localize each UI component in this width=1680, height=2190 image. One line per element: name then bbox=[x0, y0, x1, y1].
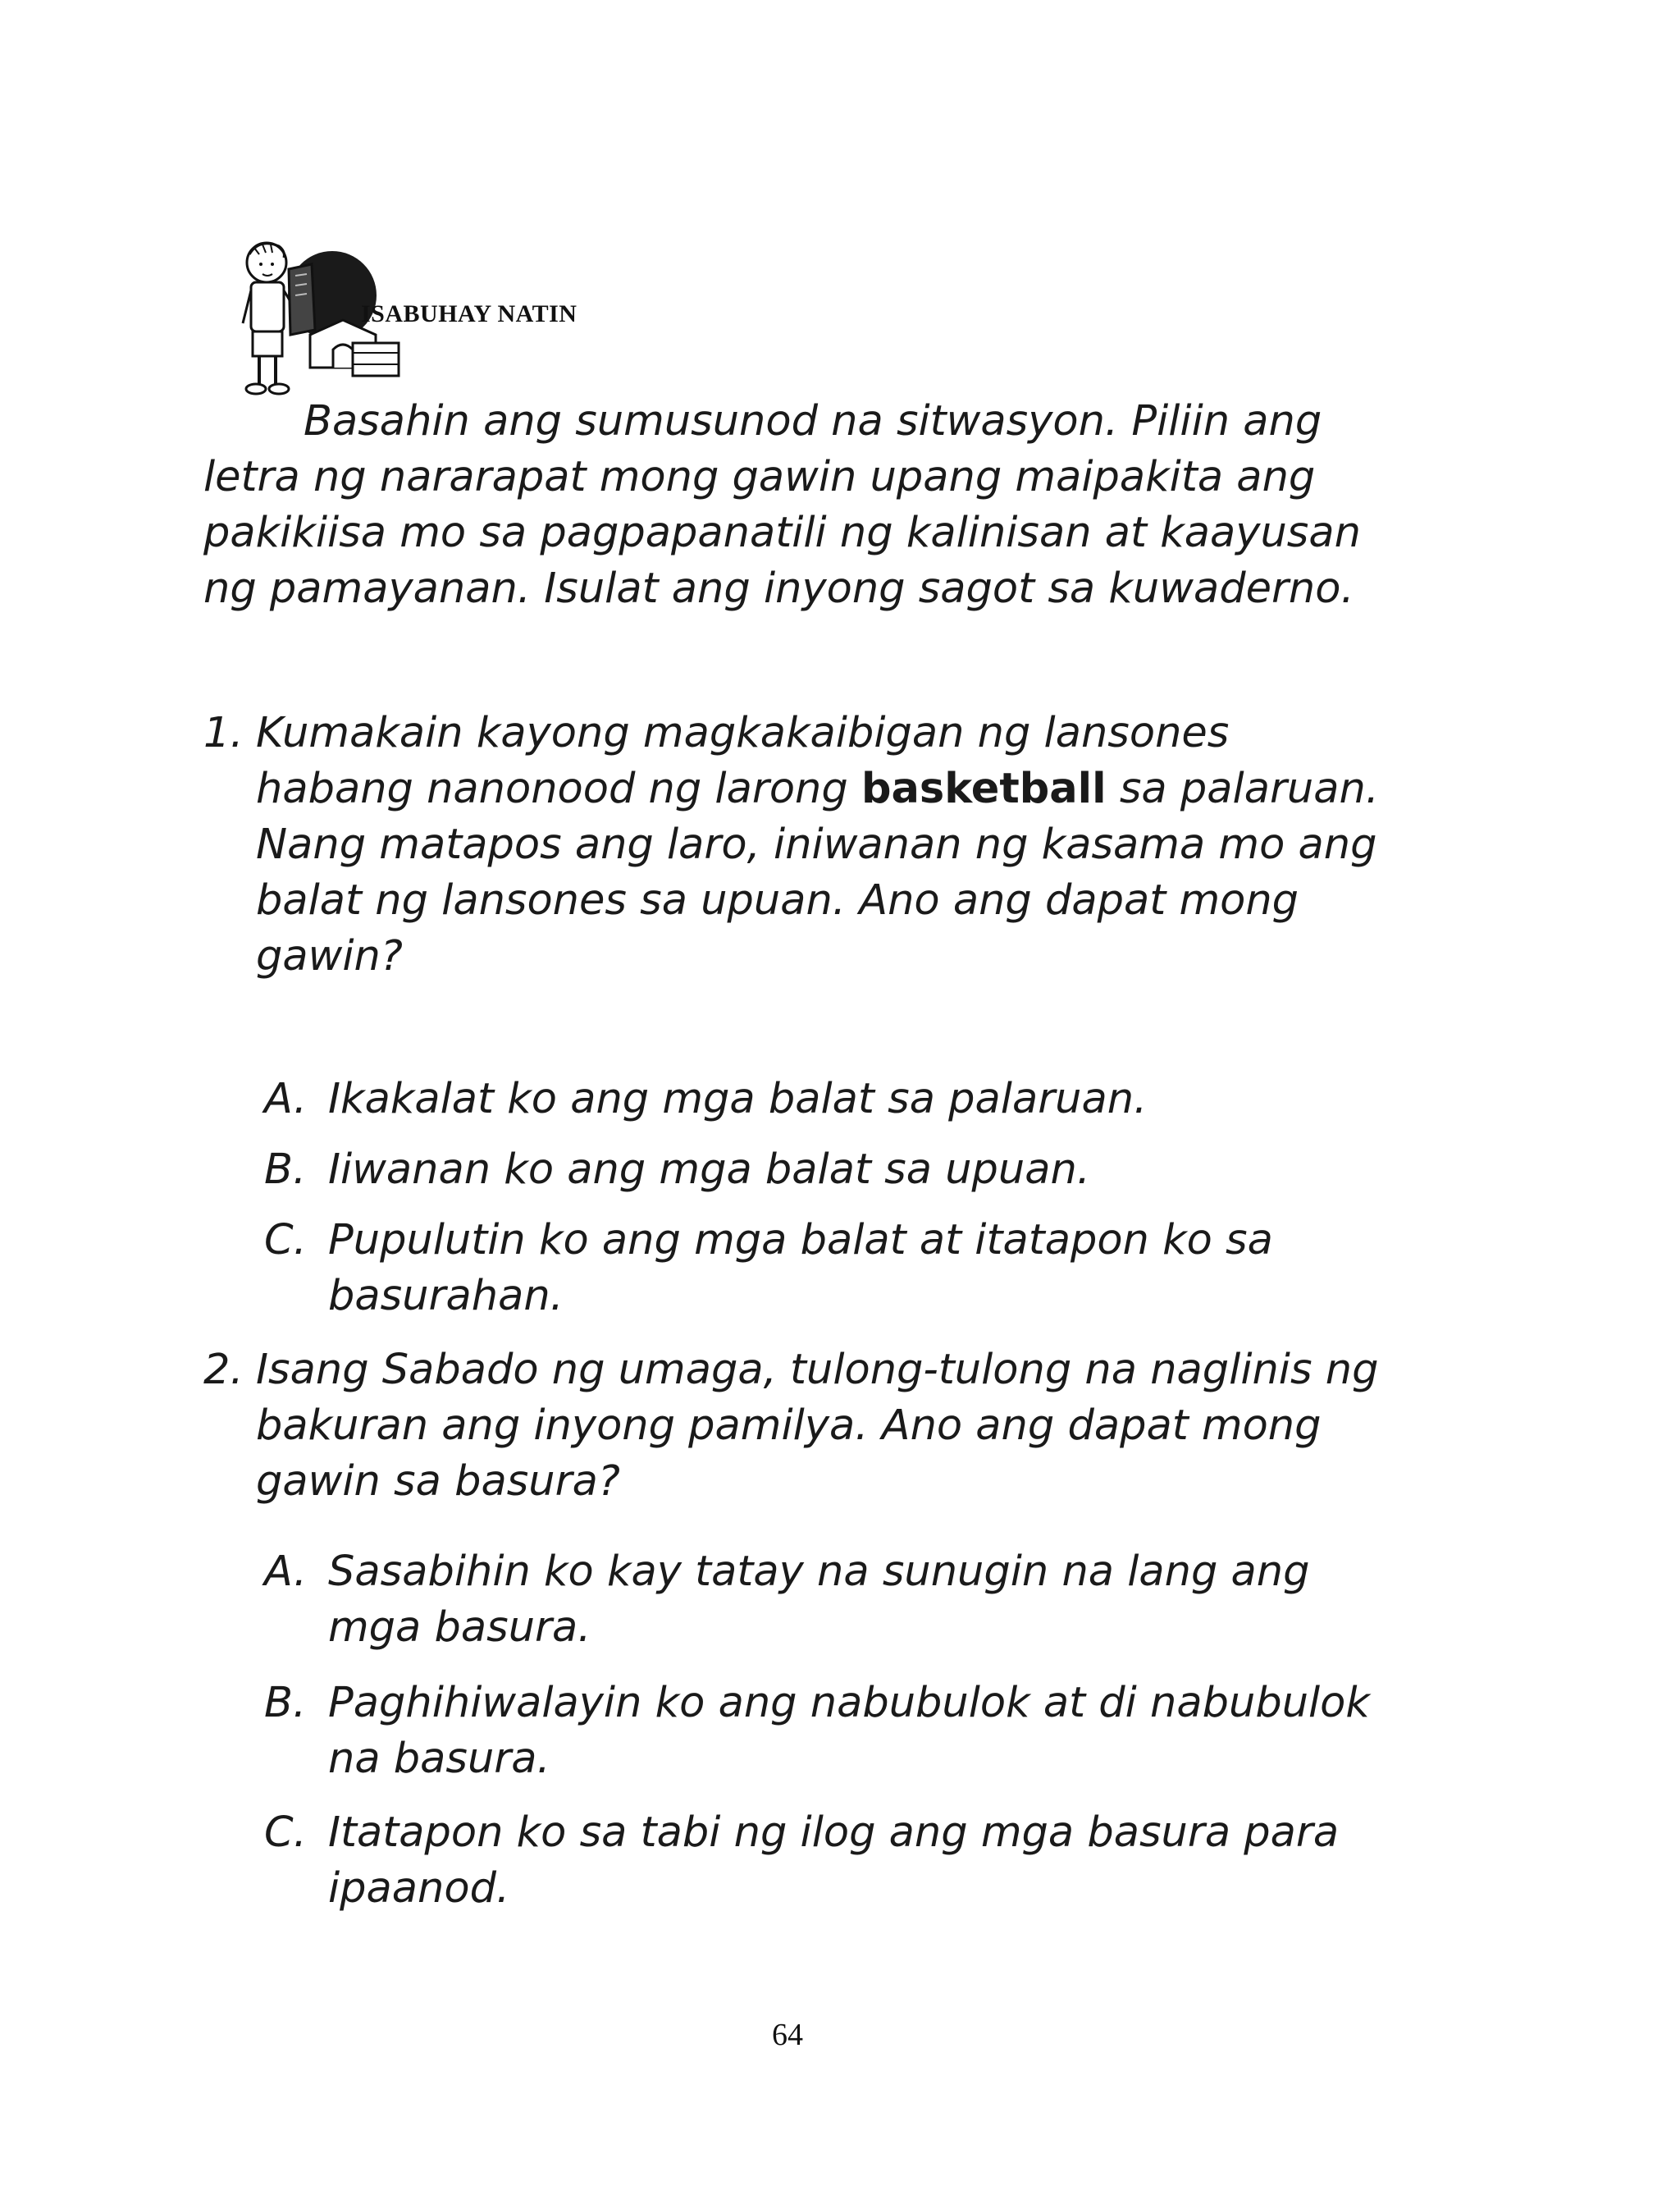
q1-choice-b bbox=[264, 1142, 1380, 1198]
question-2 bbox=[203, 1342, 1385, 1510]
question-text: Isang Sabado ng umaga, tulong-tulong na naglinis ng bakuran ang inyong pamilya. Ano ang dapat mong gawin sa basura? bbox=[256, 1346, 1379, 1506]
instructions-text: Basahin ang sumusunod na sitwasyon. Piliin ang letra ng nararapat mong gawin upang maipakita ang pakikiisa mo sa pagpapanatili ng kalinisan at kaayusan ng pamayanan. Isulat ang inyong sagot sa kuwaderno. bbox=[203, 397, 1361, 613]
choice-letter: A. bbox=[264, 1075, 308, 1123]
choice-text: Iiwanan ko ang mga balat sa upuan. bbox=[328, 1145, 1091, 1194]
question-text-part: Kumakain kayong magkakaibigan ng lansones habang nanonood ng larong bbox=[256, 709, 1230, 813]
section-title: ISABUHAY NATIN bbox=[361, 300, 578, 327]
choice-letter: A. bbox=[264, 1548, 308, 1596]
question-number: 2. bbox=[203, 1346, 244, 1394]
page-number: 64 bbox=[772, 2018, 803, 2052]
choice-letter: C. bbox=[264, 1808, 307, 1857]
q2-choice-b bbox=[264, 1676, 1380, 1787]
choice-letter: B. bbox=[264, 1145, 307, 1194]
q1-choice-c bbox=[264, 1213, 1380, 1324]
question-text bbox=[256, 706, 1385, 985]
q2-choice-c bbox=[264, 1805, 1380, 1917]
instructions bbox=[203, 394, 1368, 617]
q2-choice-a bbox=[264, 1544, 1380, 1656]
q1-choice-a bbox=[264, 1072, 1380, 1127]
question-1 bbox=[203, 706, 1385, 985]
choice-text: Paghihiwalayin ko ang nabubulok at di nabubulok na basura. bbox=[328, 1679, 1370, 1783]
emphasized-word: basketball bbox=[861, 765, 1107, 813]
choice-letter: B. bbox=[264, 1679, 307, 1727]
choice-text: Ikakalat ko ang mga balat sa palaruan. bbox=[328, 1075, 1148, 1123]
choice-text: Itatapon ko sa tabi ng ilog ang mga basura para ipaanod. bbox=[328, 1808, 1340, 1913]
choice-letter: C. bbox=[264, 1216, 307, 1264]
question-number: 1. bbox=[203, 709, 244, 757]
question-text-part: sa palaruan. Nang matapos ang laro, iniwanan ng kasama mo ang balat ng lansones sa upuan. Ano ang dapat mong gawin? bbox=[256, 765, 1380, 981]
choice-text: Pupulutin ko ang mga balat at itatapon ko sa basurahan. bbox=[328, 1216, 1273, 1320]
choice-text: Sasabihin ko kay tatay na sunugin na lang ang mga basura. bbox=[328, 1548, 1310, 1652]
